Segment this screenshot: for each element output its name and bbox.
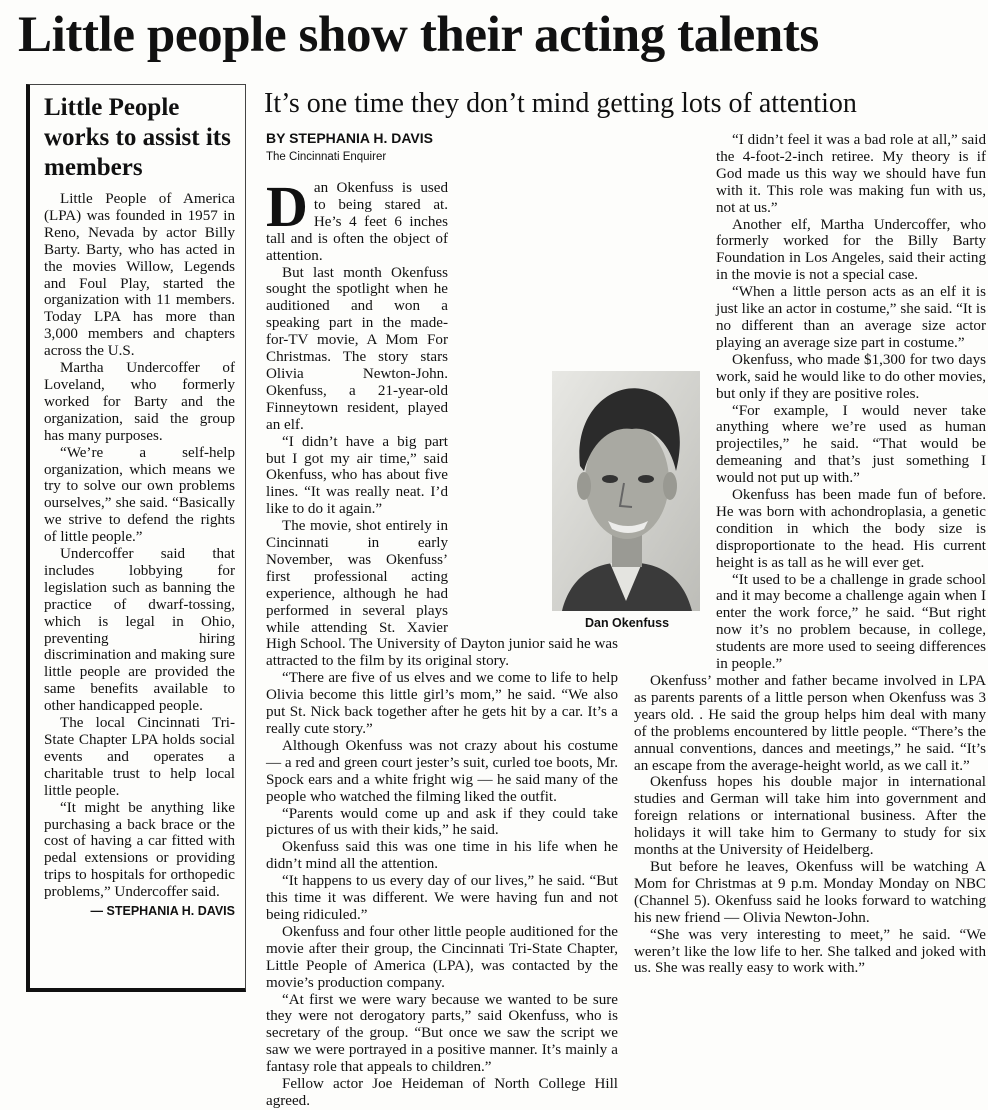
sidebar-box — [26, 84, 246, 992]
sidebar-paragraph: “It might be anything like purchasing a back brace or the cost of having a car fitted with pedal extensions or providing trips to hospitals for orthopedic problems,” Undercoffer said. — [44, 799, 235, 901]
article-paragraph: Okenfuss, who made $1,300 for two days work, said he would like to do other movies, but only if they are positive roles. — [716, 351, 986, 402]
article-paragraph: The movie, shot entirely in Cincinnati in early November, was Okenfuss’ first professional acting experience, although he had performed in several plays while attending St. Xavier High School. The University of Dayton junior said he was attracted to the film by its original story. — [266, 518, 618, 670]
sidebar-text — [44, 191, 235, 901]
article-paragraph — [266, 174, 618, 265]
sidebar-byline: — STEPHANIA H. DAVIS — [90, 904, 235, 919]
article-paragraph: Okenfuss said this was one time in his life when he didn’t mind all the attention. — [266, 839, 618, 873]
sidebar-paragraph: Martha Undercoffer of Loveland, who formerly worked for Barty and the organization, said the group has many purposes. — [44, 360, 235, 444]
article-paragraph: “It happens to us every day of our lives,” he said. “But this time it was different. We were having fun and not being ridiculed.” — [266, 873, 618, 923]
article-paragraph: But before he leaves, Okenfuss will be watching A Mom for Christmas at 9 p.m. Monday Monday on NBC (Channel 5). Okenfuss said he looks forward to watching his new friend — Olivia Newton-John. — [634, 858, 986, 926]
article-paragraph: Okenfuss hopes his double major in international studies and German will take him into government and foreign relations or international business. After the holidays it will take him to Germany to study for six months at the University of Heidelberg. — [634, 774, 986, 859]
article-paragraph: “I didn’t have a big part but I got my air time,” said Okenfuss, who has about five lines. “It was really neat. I’d like to do it again.” — [266, 433, 448, 518]
deck-subheadline: It’s one time they don’t mind getting lots of attention — [264, 88, 857, 119]
article-paragraph: Another elf, Martha Undercoffer, who formerly worked for the Billy Barty Foundation in Los Angeles, said their acting in the movie is not a special case. — [716, 216, 986, 284]
article-paragraph: Okenfuss and four other little people auditioned for the movie after their group, the Cincinnati Tri-State Chapter, Little People of America (LPA), was contacted by the movie’s production company. — [266, 923, 618, 991]
drop-cap: D — [266, 174, 308, 239]
portrait-illustration — [552, 371, 700, 611]
article-paragraph: Okenfuss has been made fun of before. He was born with achondroplasia, a genetic condition in which the body size is disproportionate to the head. His current height is as tall as he will ever get. — [716, 487, 986, 571]
article-paragraph: Okenfuss’ mother and father became involved in LPA as parents parents of a little person when Okenfuss was 3 years old. . He said the group helps him deal with many of the problems encountered by little people. “There’s the annual conventions, dances and meetings,” he said. “It’s an escape from the average-height world, as we call it.” — [634, 673, 986, 774]
sidebar-paragraph: “We’re a self-help organization, which means we try to solve our own problems ourselves,” she said. “Basically we strive to defend the rights of little people.” — [44, 444, 235, 546]
portrait-photo — [552, 371, 700, 611]
article-paragraph: “She was very interesting to meet,” he said. “We weren’t like the low life to her. She talked and joked with us. She was really easy to work with.” — [634, 926, 986, 977]
article-paragraph: “For example, I would never take anything where we’re used as human projectiles,” he said. “That would be demeaning and that’s just something I would not put up with.” — [716, 402, 986, 487]
sidebar-title: Little People works to assist its members — [44, 94, 231, 181]
sidebar-paragraph: Undercoffer said that includes lobbying for legislation such as banning the practice of dwarf-tossing, which is legal in Ohio, preventing hiring discrimination and making sure little people are provided the same benefits available to other handicapped people. — [44, 546, 235, 715]
article-paragraph: Fellow actor Joe Heideman of North College Hill agreed. — [266, 1076, 618, 1109]
article-paragraph-text: an Okenfuss is used to being stared at. He’s 4 feet 6 inches tall and is often the object of attention. — [266, 180, 448, 264]
sidebar-paragraph: The local Cincinnati Tri-State Chapter LPA holds social events and operates a charitable trust to help local little people. — [44, 715, 235, 799]
article-paragraph: “It used to be a challenge in grade school and it may become a challenge again when I enter the work force,” he said. “But right now it’s no problem because, in college, students are more used to seeing differences in people.” — [716, 571, 986, 673]
article-paragraph: “I didn’t feel it was a bad role at all,” said the 4-foot-2-inch retiree. My theory is if God made us this way we should have fun with it. This role was making fun with us, not at us.” — [716, 132, 986, 216]
photo-caption: Dan Okenfuss — [584, 616, 670, 630]
headline: Little people show their acting talents — [18, 7, 819, 63]
sidebar-paragraph: Little People of America (LPA) was founded in 1957 in Reno, Nevada by actor Billy Barty. Barty, who has acted in the movies Willow, Legends and Foul Play, started the organization with 11 members. Today LPA has more than 3,000 members and chapters across the U.S. — [44, 191, 235, 360]
article-paragraph: “Parents would come up and ask if they could take pictures of us with their kids,” he said. — [266, 805, 618, 839]
article-paragraph: “At first we were wary because we wanted to be sure they were not derogatory parts,” said Okenfuss, who is secretary of the group. “But once we saw the script we saw we were portrayed in a positive manner. It’s mainly a fantasy role that appeals to children.” — [266, 991, 618, 1076]
article-paragraph: “There are five of us elves and we come to life to help Olivia become this little girl’s mom,” he said. “We also put St. Nick back together after he gets hit by a car. It’s a really cute story.” — [266, 670, 618, 737]
article-paragraph: “When a little person acts as an elf it is just like an actor in costume,” she said. “It is no different than an average size actor playing an average size part in costume.” — [716, 284, 986, 351]
publication-credit: The Cincinnati Enquirer — [266, 151, 387, 163]
article-column-1 — [266, 174, 618, 1110]
article-paragraph: But last month Okenfuss sought the spotlight when he auditioned and won a speaking part in the made-for-TV movie, A Mom For Christmas. The story stars Olivia Newton-John. Okenfuss, a 21-year-old Finneytown resident, played an elf. — [266, 264, 448, 433]
byline: BY STEPHANIA H. DAVIS — [266, 130, 433, 146]
article-paragraph: Although Okenfuss was not crazy about his costume — a red and green court jester’s suit, curled toe boots, Mr. Spock ears and a white fright wig — he said many of the people who watched the filming liked the outfit. — [266, 737, 618, 805]
